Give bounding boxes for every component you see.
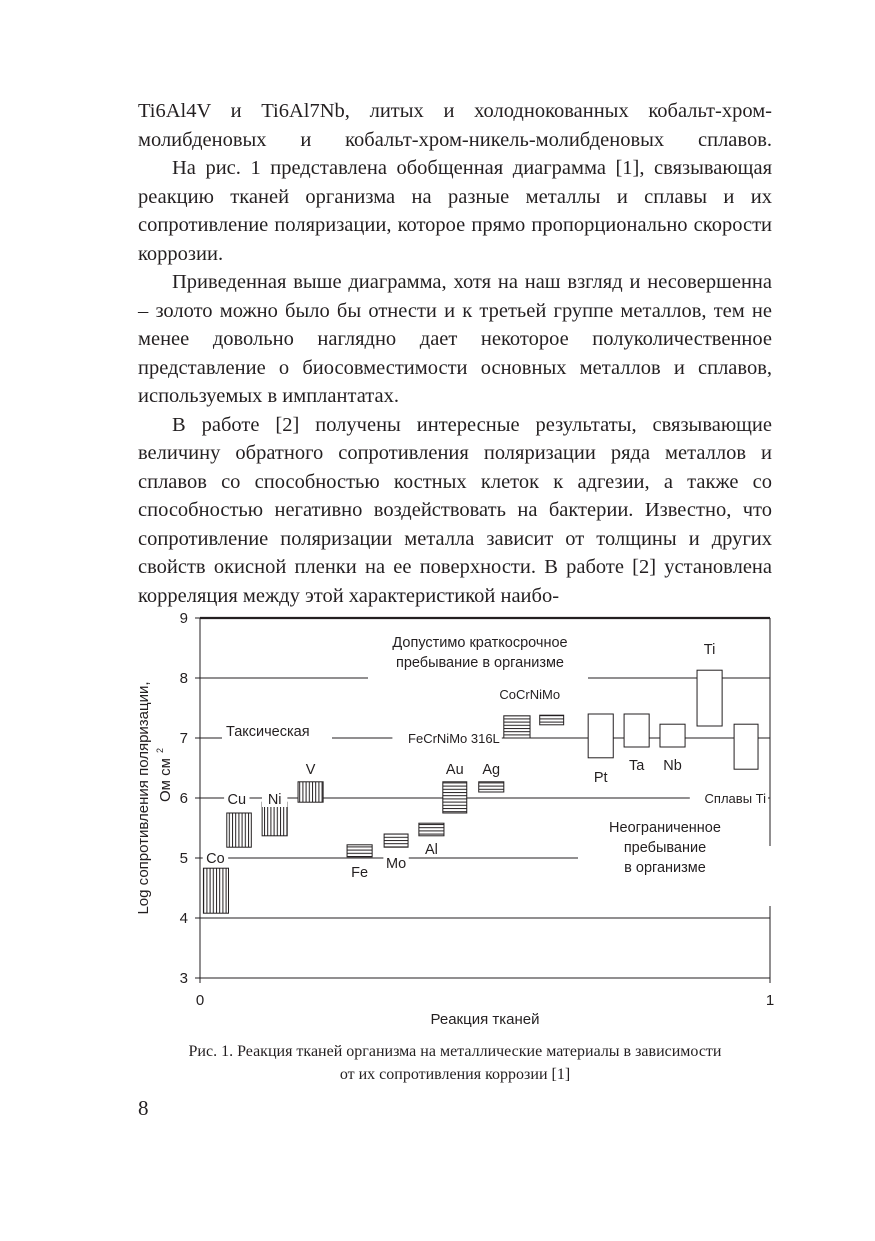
bar-label: Cu: [227, 792, 247, 808]
bar-label: Mo: [386, 856, 407, 872]
bar-label: Fe: [351, 864, 369, 881]
paragraph: В работе [2] получены интересные результаты, связывающие величину обратного сопротивления поляризации ряда металлов и сплавов со способностью костных клеток к адгезии, а также со способностью негативно воздействовать на бактерии. Известно, что сопротивление поляризации металла зависит от толщины и других свойств окисной пленки на ее поверхности. В работе [2] установлена корреляция между этой характеристикой наибо-: [138, 413, 772, 607]
bar-label: Сплавы Ti: [704, 791, 766, 806]
page-number: 8: [138, 1096, 149, 1120]
bar-co: [203, 868, 228, 913]
bar-ta: [624, 714, 649, 747]
bar-v: [298, 782, 323, 802]
bar-cu: [227, 813, 252, 847]
bar-pt: [588, 714, 613, 758]
bar-label: Ag: [482, 761, 501, 778]
y-axis-label: Log сопротивления поляризации,: [135, 681, 152, 915]
bar-label: Ti: [703, 642, 716, 659]
figure-chart: [120, 600, 800, 1030]
paragraph: На рис. 1 представлена обобщенная диаграмма [1], связывающая реакцию тканей организма на разные металлы и сплавы и их сопротивление поляризации, которое прямо пропорционально скорости коррозии.: [138, 157, 772, 265]
zone-label-short-term: Допустимо краткосрочное: [392, 635, 568, 651]
zone-label-unlimited: Неограниченное: [609, 820, 721, 836]
x-tick-label: 1: [765, 992, 775, 1009]
y-tick-label: 8: [179, 670, 188, 687]
caption-line: Рис. 1. Реакция тканей организма на металлические материалы в зависимости: [188, 1043, 722, 1060]
bar-label: Au: [445, 761, 464, 778]
bar-fe: [347, 845, 372, 857]
bar-nb: [660, 724, 685, 747]
bar-mo: [384, 834, 408, 847]
y-tick-label: 5: [179, 850, 188, 867]
caption-line: от их сопротивления коррозии [1]: [339, 1066, 571, 1083]
y-axis-label-units: Ом см: [157, 758, 174, 802]
bar-ti: [697, 670, 722, 726]
zone-label-unlimited: в организме: [624, 860, 706, 876]
zone-label-toxic: Таксическая: [226, 724, 310, 740]
bar-ag: [479, 782, 504, 792]
bar-label: Ni: [267, 792, 282, 808]
bar-al: [419, 823, 444, 836]
bar-label: Pt: [593, 769, 608, 786]
bar-label: Nb: [663, 758, 682, 774]
y-tick-label: 6: [179, 790, 188, 807]
bar-au: [443, 782, 467, 813]
bar-label: FeCrNiMo 316L: [408, 731, 500, 746]
y-axis-label-sup: 2: [155, 747, 165, 753]
y-tick-label: 4: [179, 910, 188, 927]
y-tick-label: 9: [179, 610, 188, 627]
y-tick-label: 3: [179, 970, 188, 987]
x-axis-label: Реакция тканей: [430, 1011, 540, 1028]
y-tick-label: 7: [179, 730, 188, 747]
bar-label: CoCrNiMo: [499, 687, 561, 703]
bar-cocrnimo: [540, 715, 564, 725]
bar-label: Al: [424, 841, 438, 858]
bar-fecrnimo-316l: [504, 716, 530, 738]
bar-label: Co: [206, 851, 225, 867]
body-text: [138, 97, 772, 610]
paragraph: Ti6Al4V и Ti6Al7Nb, литых и холоднокованных кобальт-хром-молибденовых и кобальт-хром-никель-молибденовых сплавов.: [138, 100, 772, 151]
zone-label-unlimited: пребывание: [623, 840, 707, 856]
figure-caption: [130, 1040, 780, 1086]
paragraph: Приведенная выше диаграмма, хотя на наш взгляд и несовершенна – золото можно было бы отнести и к третьей группе металлов, тем не менее довольно наглядно дает некоторое полуколичественное представление о биосовместимости основных металлов и сплавов, используемых в имплантатах.: [138, 271, 772, 407]
bar-label: Ta: [628, 758, 645, 774]
x-tick-label: 0: [195, 992, 205, 1009]
bar-сплавы-ti: [734, 724, 758, 769]
bar-label: V: [305, 761, 316, 778]
zone-label-short-term: пребывание в организме: [395, 655, 565, 671]
